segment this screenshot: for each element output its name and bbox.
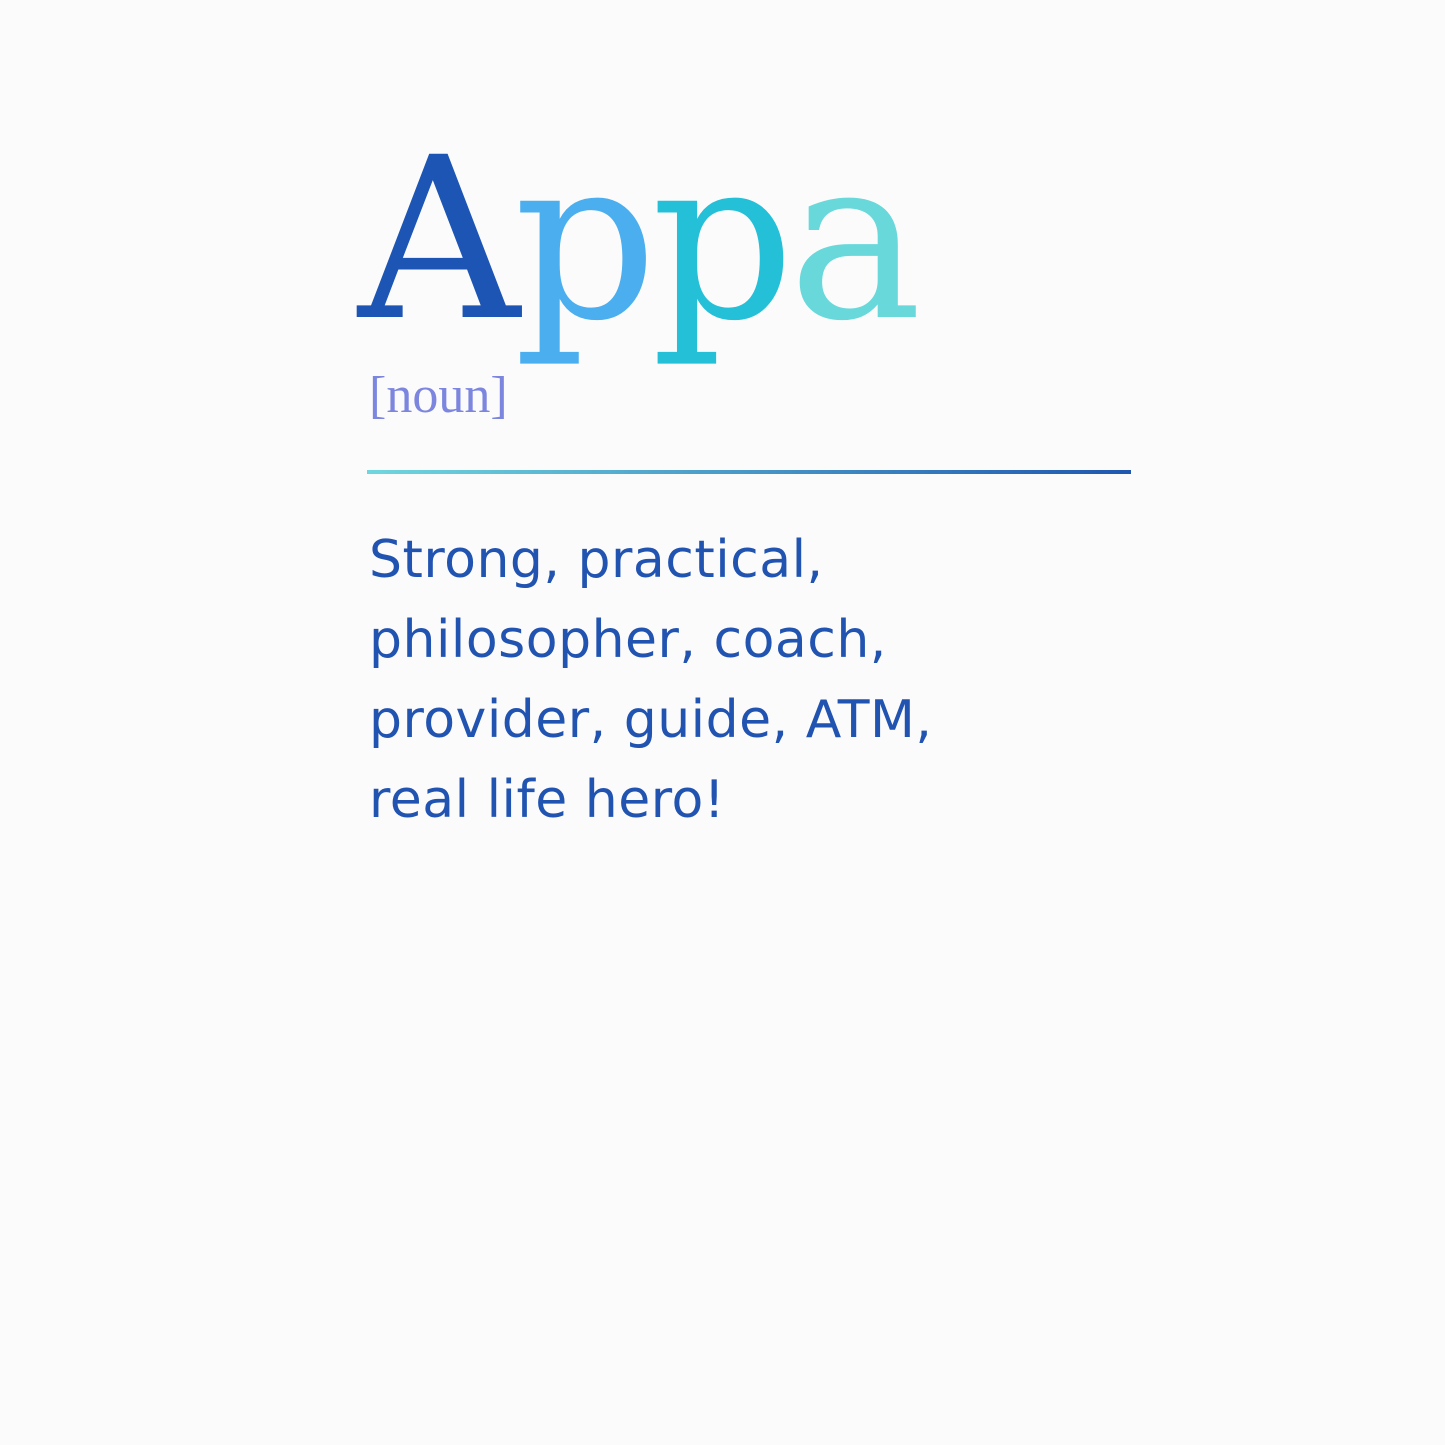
part-of-speech: [noun] <box>369 367 508 424</box>
headword-letter: p <box>513 109 652 370</box>
headword <box>358 109 917 370</box>
divider-line <box>367 470 1131 474</box>
definition-text <box>369 520 1129 840</box>
definition-line: Strong, practical, <box>369 530 824 590</box>
definition-line: philosopher, coach, <box>369 610 887 670</box>
definition-line: real life hero! <box>369 770 726 830</box>
headword-letter: p <box>651 109 789 370</box>
headword-letter: A <box>358 109 514 370</box>
headword-letter: a <box>788 109 917 370</box>
definition-line: provider, guide, ATM, <box>369 690 933 750</box>
